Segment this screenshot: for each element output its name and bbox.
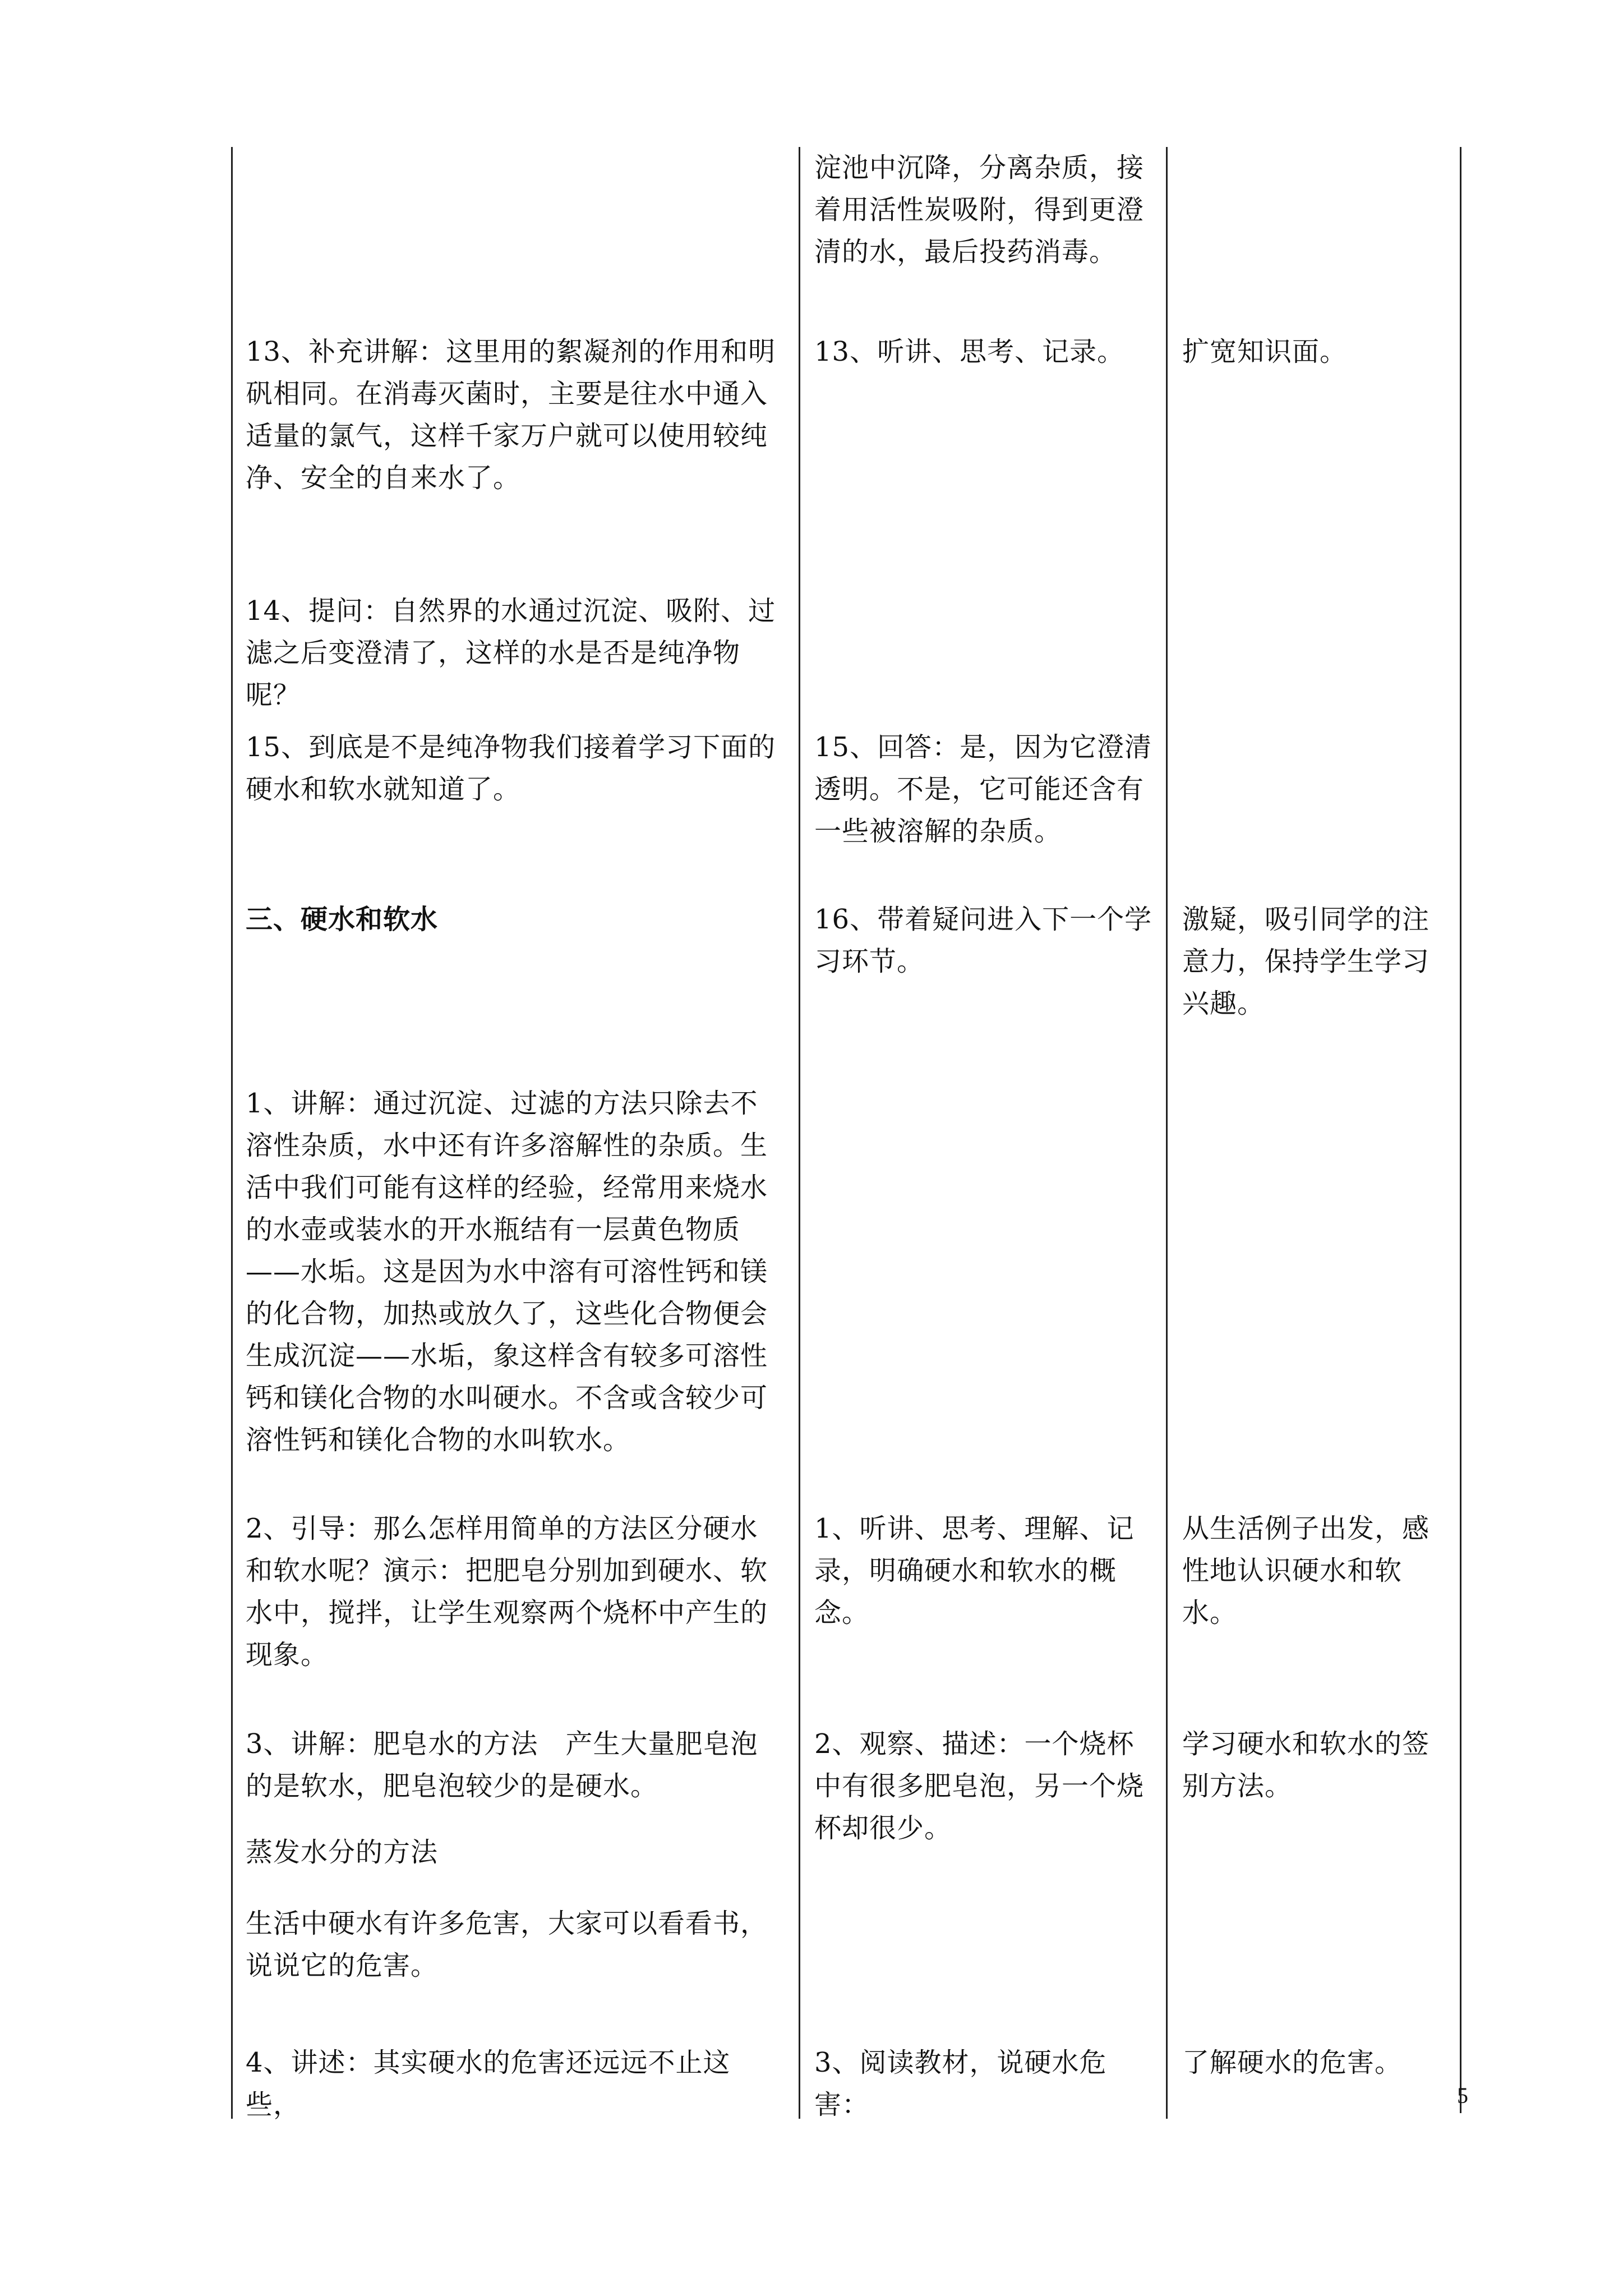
design-intent-cell: 了解硬水的危害。 [1182,2047,1403,2078]
student-activity-cell: 13、听讲、思考、记录。 [814,336,1125,367]
design-intent-cell: 学习硬水和软水的签 别方法。 [1182,1728,1430,1802]
student-activity-cell: 淀池中沉降，分离杂质，接 着用活性炭吸附，得到更澄 清的水，最后投药消毒。 [814,152,1145,268]
student-activity-cell: 15、回答：是，因为它澄清 透明。不是，它可能还含有 一些被溶解的杂质。 [814,731,1152,847]
page-number: 5 [1457,2083,1468,2108]
teacher-activity-cell: 蒸发水分的方法 [246,1837,439,1868]
teacher-activity-cell: 3、讲解：肥皂水的方法 产生大量肥皂泡 的是软水，肥皂泡较少的是硬水。 [246,1728,758,1802]
table-border-right [1460,147,1461,2113]
student-activity-cell: 1、听讲、思考、理解、记 录，明确硬水和软水的概念。 [814,1513,1135,1628]
student-activity-cell: 2、观察、描述：一个烧杯 中有很多肥皂泡，另一个烧 杯却很少。 [814,1728,1145,1844]
teacher-activity-cell: 13、补充讲解：这里用的絮凝剂的作用和明 矾相同。在消毒灭菌时，主要是往水中通入 适量的氯气，这样千家万户就可以使用较纯 净、安全的自来水了。 [246,336,776,494]
design-intent-cell: 激疑，吸引同学的注 意力，保持学生学习 兴趣。 [1182,904,1430,1019]
design-intent-cell: 从生活例子出发，感 性地认识硬水和软水。 [1182,1513,1430,1628]
section-heading: 三、硬水和软水 [246,904,439,935]
table-border-left [231,147,233,2119]
table-divider-2 [1166,147,1168,2119]
teacher-activity-cell: 15、到底是不是纯净物我们接着学习下面的 硬水和软水就知道了。 [246,731,776,805]
design-intent-cell: 扩宽知识面。 [1182,336,1348,367]
table-divider-1 [799,147,800,2119]
teacher-activity-cell: 4、讲述：其实硬水的危害还远远不止这些， [246,2047,731,2120]
teacher-activity-cell: 1、讲解：通过沉淀、过滤的方法只除去不 溶性杂质，水中还有许多溶解性的杂质。生 活中我们可能有这样的经验，经常用来烧水 的水壶或装水的开水瓶结有一层黄色物质 ——水垢。这是因为水中溶有可溶性钙和镁 的化合物，加热或放久了，这些化合物便会 生成沉淀——水垢，象这样含有较多可溶性 钙和镁化合物的水叫硬水。不含或含较少可 溶性钙和镁化合物的水叫软水。 [246,1088,768,1456]
teacher-activity-cell: 14、提问：自然界的水通过沉淀、吸附、过 滤之后变澄清了，这样的水是否是纯净物 呢？ [246,595,776,711]
teacher-activity-cell: 2、引导：那么怎样用简单的方法区分硬水 和软水呢？演示：把肥皂分别加到硬水、软 水中，搅拌，让学生观察两个烧杯中产生的 现象。 [246,1513,768,1671]
teacher-activity-cell: 生活中硬水有许多危害，大家可以看看书， 说说它的危害。 [246,1908,768,1981]
student-activity-cell: 16、带着疑问进入下一个学 习环节。 [814,904,1152,977]
student-activity-cell: 3、阅读教材，说硬水危害： [814,2047,1107,2120]
